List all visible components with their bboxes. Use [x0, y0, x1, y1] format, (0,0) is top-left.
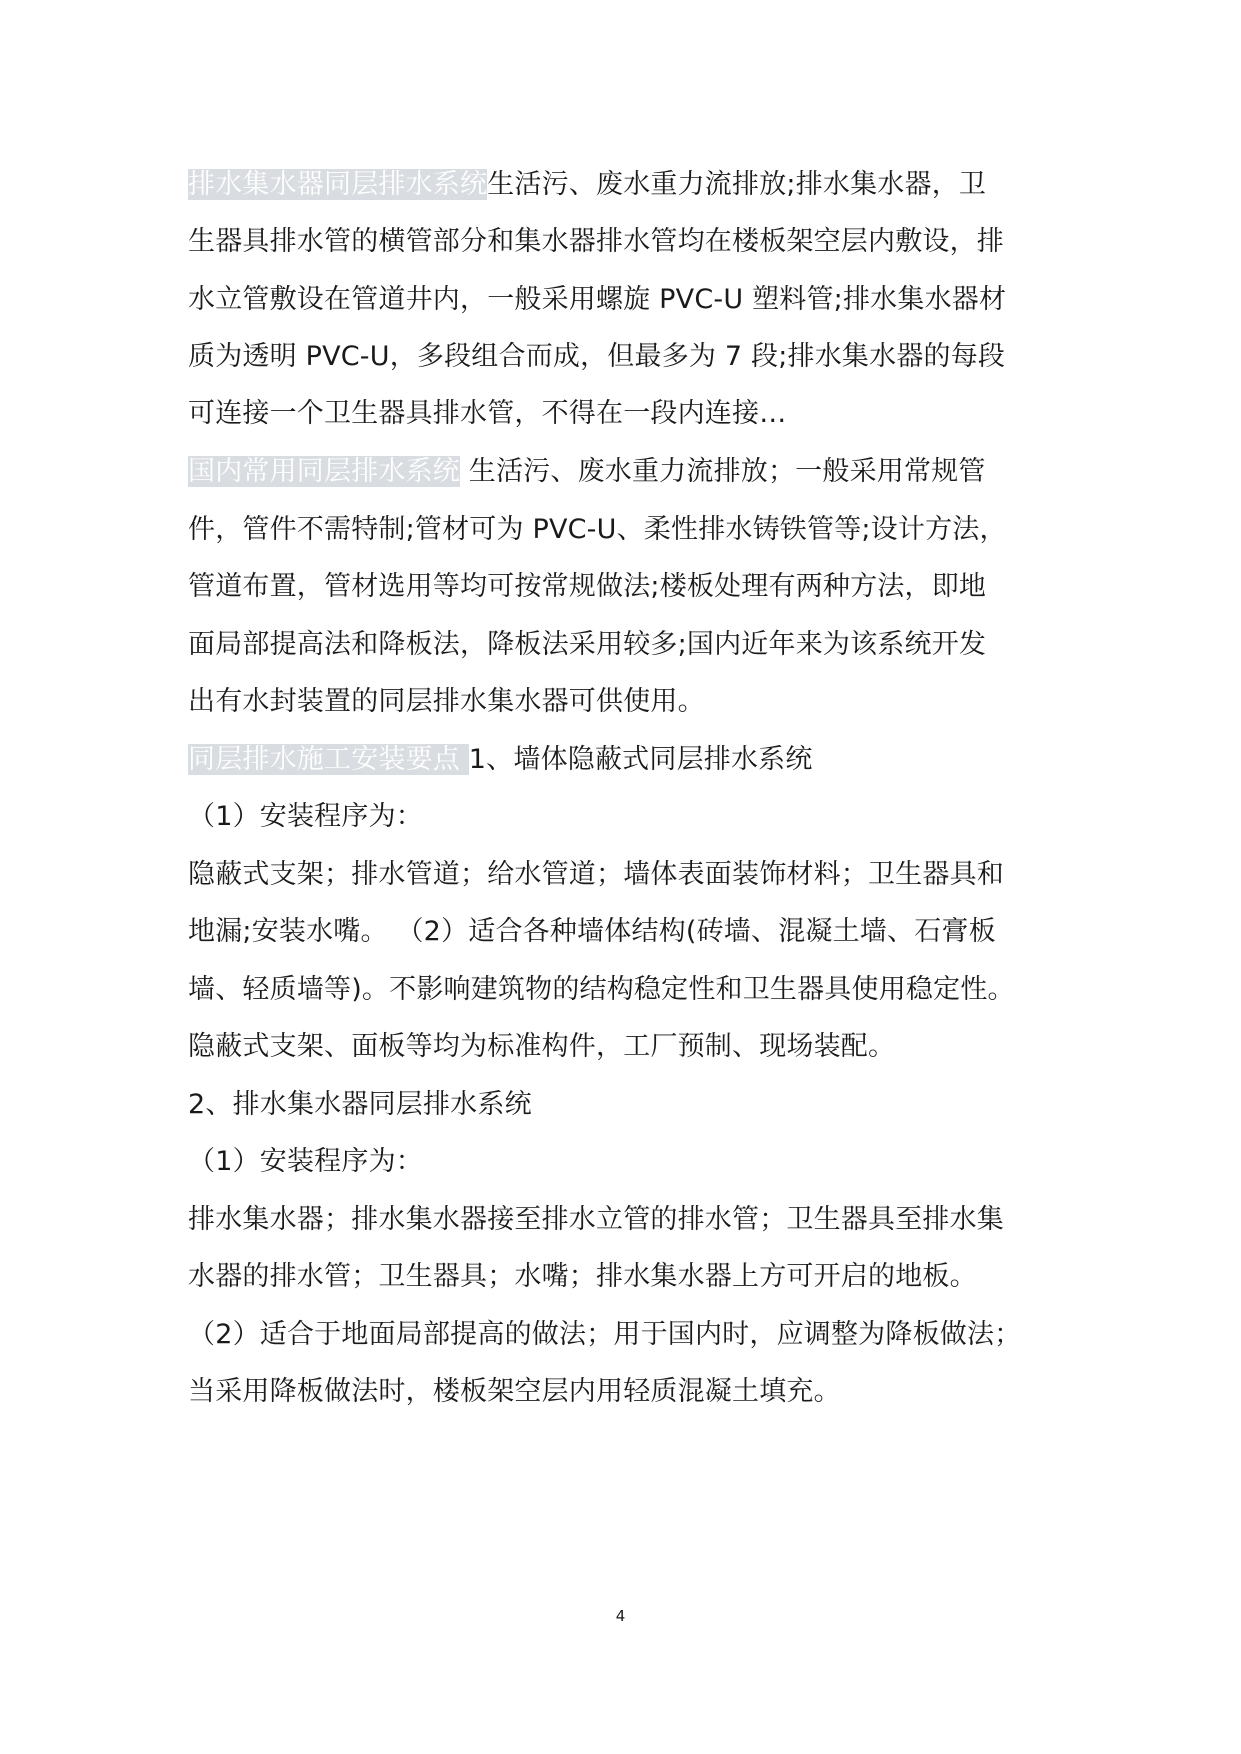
- paragraph-line: 当采用降板做法时，楼板架空层内用轻质混凝土填充。: [188, 1376, 841, 1407]
- paragraph-line: （2）适合于地面局部提高的做法；用于国内时，应调整为降板做法；: [188, 1319, 1022, 1350]
- highlighted-heading: 国内常用同层排水系统: [188, 456, 460, 487]
- paragraph-line: 墙、轻质墙等)。不影响建筑物的结构稳定性和卫生器具使用稳定性。: [188, 974, 1015, 1005]
- paragraph-line: 水立管敷设在管道井内，一般采用螺旋 PVC-U 塑料管;排水集水器材: [188, 284, 1007, 315]
- paragraph-line: 出有水封装置的同层排水集水器可供使用。: [188, 686, 705, 717]
- highlighted-heading: 排水集水器同层排水系统: [188, 169, 488, 200]
- highlighted-heading: 同层排水施工安装要点: [188, 744, 469, 775]
- paragraph-line: 地漏;安装水嘴。 （2）适合各种墙体结构(砖墙、混凝土墙、石膏板: [188, 916, 996, 947]
- paragraph-line: 面局部提高法和降板法，降板法采用较多;国内近年来为该系统开发: [188, 629, 987, 660]
- paragraph-line: 水器的排水管；卫生器具；水嘴；排水集水器上方可开启的地板。: [188, 1261, 977, 1292]
- paragraph-line: （1）安装程序为：: [188, 801, 423, 832]
- paragraph-line: 2、排水集水器同层排水系统: [188, 1089, 532, 1120]
- paragraph-line: [188, 740, 813, 780]
- paragraph-line: 隐蔽式支架；排水管道；给水管道；墙体表面装饰材料；卫生器具和: [188, 859, 1004, 890]
- paragraph-line: 可连接一个卫生器具排水管，不得在一段内连接…: [188, 398, 787, 429]
- paragraph-line: [188, 452, 986, 492]
- text-run: 生活污、废水重力流排放；一般采用常规管: [460, 456, 986, 487]
- paragraph-line: 件，管件不需特制;管材可为 PVC-U、柔性排水铸铁管等;设计方法，: [188, 514, 1007, 545]
- paragraph-line: [188, 165, 986, 205]
- paragraph-line: 排水集水器；排水集水器接至排水立管的排水管；卫生器具至排水集: [188, 1204, 1004, 1235]
- paragraph-line: 管道布置，管材选用等均可按常规做法;楼板处理有两种方法，即地: [188, 571, 987, 602]
- paragraph-line: 生器具排水管的横管部分和集水器排水管均在楼板架空层内敷设，排: [188, 226, 1004, 257]
- text-run: 生活污、废水重力流排放;排水集水器，卫: [487, 169, 987, 200]
- paragraph-line: 质为透明 PVC-U，多段组合而成，但最多为 7 段;排水集水器的每段: [188, 341, 1006, 372]
- page-number: 4: [615, 1607, 626, 1625]
- paragraph-line: （1）安装程序为：: [188, 1146, 423, 1177]
- text-run: 1、墙体隐蔽式同层排水系统: [468, 744, 813, 775]
- paragraph-line: 隐蔽式支架、面板等均为标准构件，工厂预制、现场装配。: [188, 1031, 896, 1062]
